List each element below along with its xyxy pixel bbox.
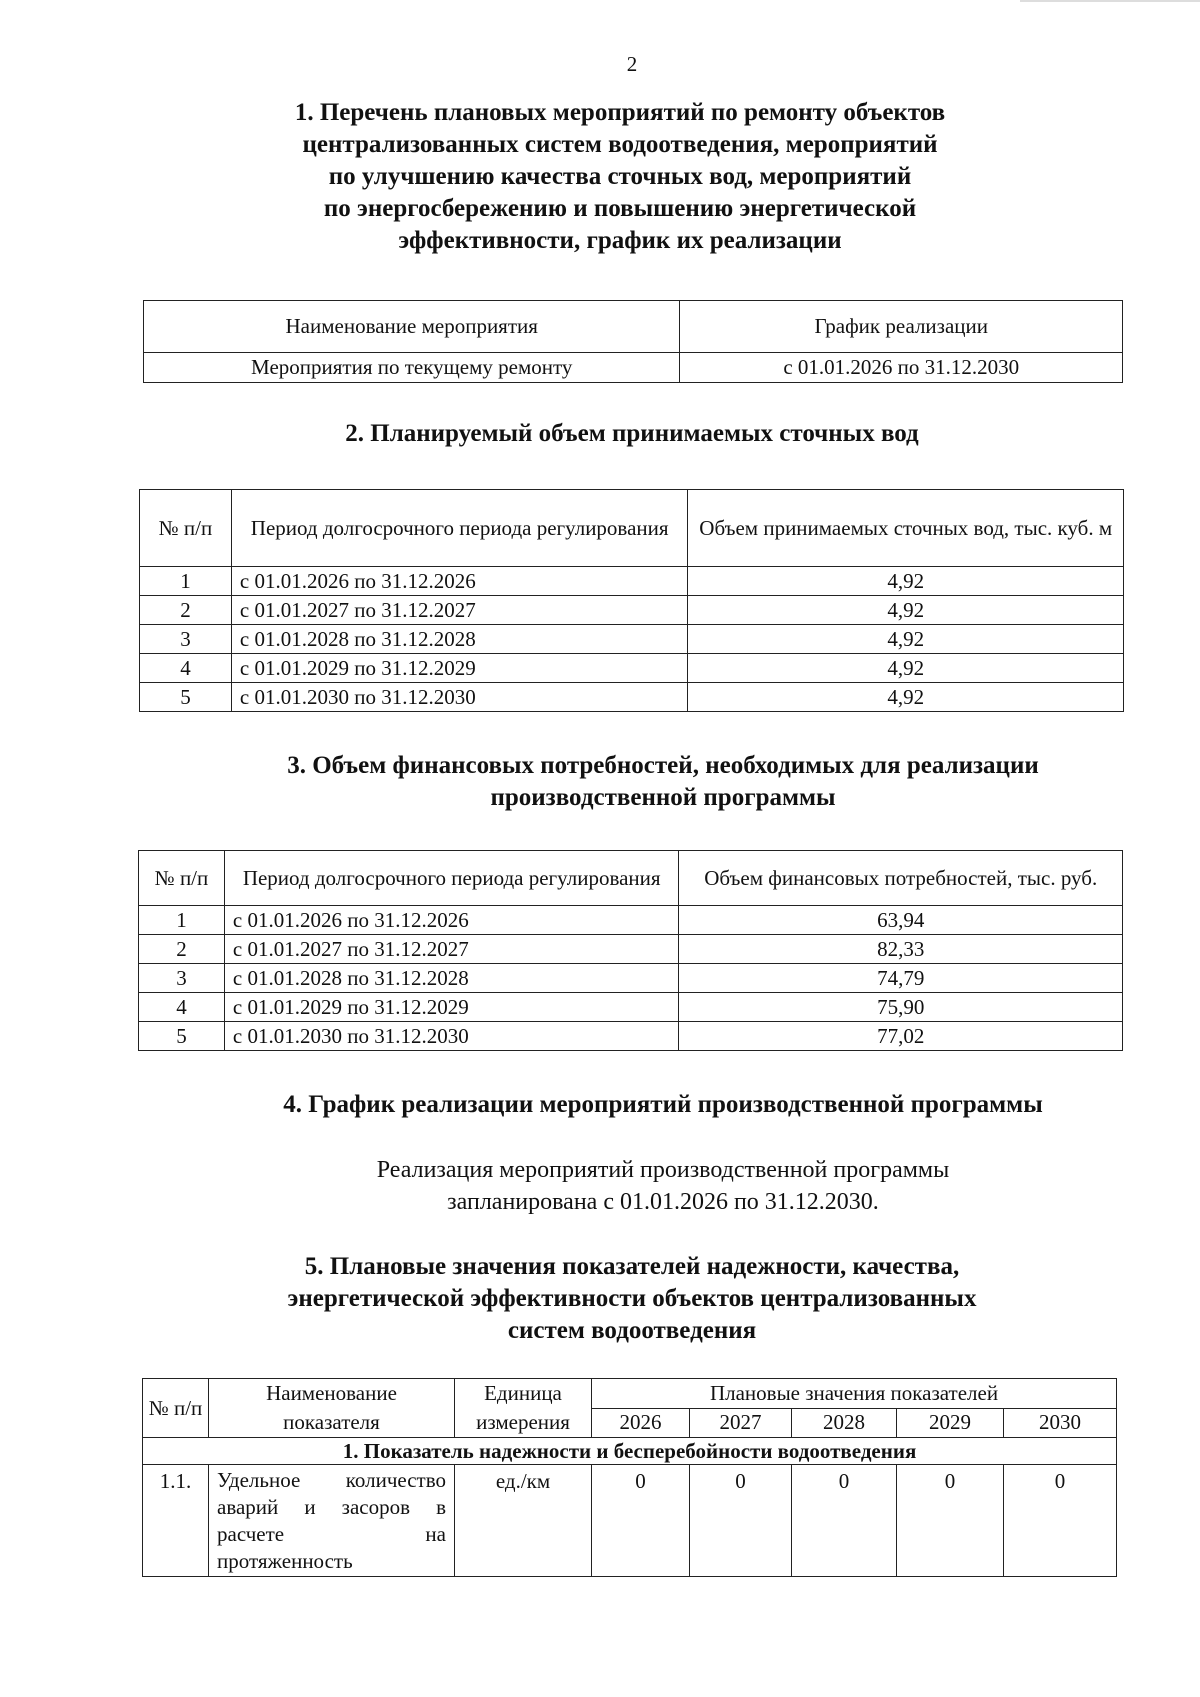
table-row (139, 935, 1123, 964)
section3-title-line: 3. Объем финансовых потребностей, необходимых для реализации (287, 752, 1039, 779)
cell-finance: 75,90 (679, 993, 1123, 1022)
header-cell-planned: Плановые значения показателей (592, 1379, 1117, 1409)
header-cell-year: 2028 (792, 1408, 897, 1438)
cell-value-2027: 0 (690, 1465, 792, 1577)
cell-period: с 01.01.2026 по 31.12.2026 (224, 906, 679, 935)
table-row (139, 1022, 1123, 1051)
cell-volume: 4,92 (688, 567, 1124, 596)
table-header-row (140, 490, 1124, 567)
section5-table (142, 1378, 1117, 1577)
cell-volume: 4,92 (688, 625, 1124, 654)
cell-num: 2 (140, 596, 232, 625)
cell-finance: 63,94 (679, 906, 1123, 935)
section4-title: 4. График реализации мероприятий производственной программы (283, 1091, 1043, 1118)
table-row (140, 567, 1124, 596)
cell-unit: ед./км (455, 1465, 592, 1577)
header-cell-num: № п/п (139, 851, 225, 906)
header-cell-year: 2026 (592, 1408, 690, 1438)
cell-value-2028: 0 (792, 1465, 897, 1577)
cell-num: 4 (139, 993, 225, 1022)
cell-volume: 4,92 (688, 654, 1124, 683)
cell-volume: 4,92 (688, 683, 1124, 712)
cell-num: 3 (139, 964, 225, 993)
table-row (140, 596, 1124, 625)
header-cell-num: № п/п (140, 490, 232, 567)
table-row (143, 1465, 1117, 1577)
cell-indicator-name: Удельное количество аварий и засоров в расчете на протяженность (209, 1465, 455, 1577)
table-row (144, 353, 1123, 383)
cell-num: 4 (140, 654, 232, 683)
header-cell-name: Наименование показателя (209, 1379, 455, 1438)
header-cell: Наименование мероприятия (144, 301, 680, 353)
section3-title (0, 750, 1200, 814)
cell-num: 1.1. (143, 1465, 209, 1577)
cell-volume: 4,92 (688, 596, 1124, 625)
cell-num: 1 (139, 906, 225, 935)
cell-finance: 74,79 (679, 964, 1123, 993)
table-header-row (139, 851, 1123, 906)
header-cell-num: № п/п (143, 1379, 209, 1438)
section5-title-line: 5. Плановые значения показателей надежности, качества, (304, 1253, 960, 1280)
cell-activity: Мероприятия по текущему ремонту (144, 353, 680, 383)
cell-period: с 01.01.2028 по 31.12.2028 (231, 625, 688, 654)
cell-period: с 01.01.2029 по 31.12.2029 (224, 993, 679, 1022)
cell-finance: 82,33 (679, 935, 1123, 964)
table-group-row (143, 1438, 1117, 1465)
section4-text-line: Реализация мероприятий производственной программы (376, 1157, 950, 1183)
cell-period: с 01.01.2030 по 31.12.2030 (224, 1022, 679, 1051)
header-cell-year: 2027 (690, 1408, 792, 1438)
cell-period: с 01.01.2027 по 31.12.2027 (224, 935, 679, 964)
cell-value-2026: 0 (592, 1465, 690, 1577)
header-cell-finance: Объем финансовых потребностей, тыс. руб. (679, 851, 1123, 906)
section1-title-line: централизованных систем водоотведения, мероприятий (302, 131, 938, 158)
table-row (139, 964, 1123, 993)
section4-text (0, 1154, 1200, 1218)
section1-title-line: по улучшению качества сточных вод, мероприятий (328, 163, 912, 190)
header-cell-volume: Объем принимаемых сточных вод, тыс. куб. м (688, 490, 1124, 567)
table-row (140, 683, 1124, 712)
section1-title-line: эффективности, график их реализации (398, 227, 842, 254)
header-cell-year: 2030 (1004, 1408, 1117, 1438)
header-cell-period: Период долгосрочного периода регулирования (224, 851, 679, 906)
section3-title-line: производственной программы (490, 784, 836, 811)
scan-edge-mark (1020, 0, 1200, 2)
cell-num: 3 (140, 625, 232, 654)
section1-title (0, 97, 1200, 257)
section2-title: 2. Планируемый объем принимаемых сточных вод (345, 420, 919, 447)
section5-title (0, 1251, 1200, 1347)
table-row (140, 625, 1124, 654)
header-cell-year: 2029 (897, 1408, 1004, 1438)
table-row (140, 654, 1124, 683)
cell-period: с 01.01.2027 по 31.12.2027 (231, 596, 688, 625)
section5-title-line: систем водоотведения (507, 1317, 757, 1344)
cell-value-2030: 0 (1004, 1465, 1117, 1577)
cell-value-2029: 0 (897, 1465, 1004, 1577)
cell-num: 2 (139, 935, 225, 964)
section5-title-line: энергетической эффективности объектов централизованных (287, 1285, 977, 1312)
header-cell-period: Период долгосрочного периода регулирования (231, 490, 688, 567)
cell-num: 1 (140, 567, 232, 596)
section4-text-line: запланирована с 01.01.2026 по 31.12.2030. (447, 1189, 879, 1215)
table-header-row (144, 301, 1123, 353)
cell-period: с 01.01.2026 по 31.12.2026 (231, 567, 688, 596)
cell-period: с 01.01.2030 по 31.12.2030 (231, 683, 688, 712)
cell-schedule: с 01.01.2026 по 31.12.2030 (680, 353, 1123, 383)
section1-title-line: 1. Перечень плановых мероприятий по ремонту объектов (294, 99, 946, 126)
section1-table (143, 300, 1123, 383)
section3-table (138, 850, 1123, 1051)
table-row (139, 906, 1123, 935)
cell-num: 5 (139, 1022, 225, 1051)
header-cell-unit: Единица измерения (455, 1379, 592, 1438)
header-cell: График реализации (680, 301, 1123, 353)
cell-period: с 01.01.2029 по 31.12.2029 (231, 654, 688, 683)
page-number: 2 (626, 52, 638, 76)
section2-table (139, 489, 1124, 712)
table-header-row (143, 1379, 1117, 1409)
group-heading-reliability: 1. Показатель надежности и бесперебойности водоотведения (143, 1438, 1117, 1465)
cell-num: 5 (140, 683, 232, 712)
cell-finance: 77,02 (679, 1022, 1123, 1051)
table-row (139, 993, 1123, 1022)
section1-title-line: по энергосбережению и повышению энергетической (323, 195, 917, 222)
cell-period: с 01.01.2028 по 31.12.2028 (224, 964, 679, 993)
